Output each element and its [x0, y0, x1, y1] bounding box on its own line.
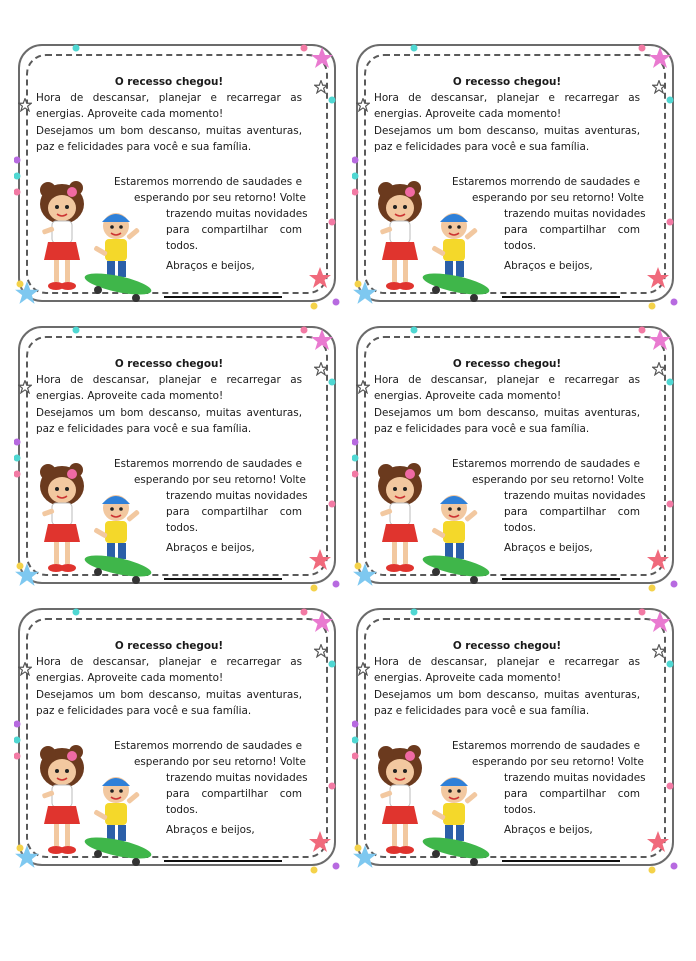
card-right-line: trazendo muitas novidades	[166, 772, 308, 784]
card-title: O recesso chegou!	[114, 640, 224, 652]
card-line: Desejamos um bom descanso, muitas aventuras,	[374, 124, 640, 137]
card-right-line: trazendo muitas novidades	[166, 490, 308, 502]
card-right-line: para compartilhar com	[504, 506, 640, 518]
card-line: Hora de descansar, planejar e recarregar as	[374, 656, 640, 669]
card-right-line: trazendo muitas novidades	[504, 208, 646, 220]
card-right-line: esperando por seu retorno! Volte	[134, 756, 306, 768]
card-right-line: Estaremos morrendo de saudades e	[114, 740, 302, 752]
card-right-line: Estaremos morrendo de saudades e	[452, 740, 640, 752]
card-title: O recesso chegou!	[114, 358, 224, 370]
card-line: Hora de descansar, planejar e recarregar as	[36, 656, 302, 669]
card-line: Hora de descansar, planejar e recarregar as	[374, 374, 640, 387]
card-right-line: esperando por seu retorno! Volte	[134, 474, 306, 486]
card-right-line: esperando por seu retorno! Volte	[472, 756, 644, 768]
card-line: energias. Aproveite cada momento!	[374, 108, 562, 121]
card-right-line: Estaremos morrendo de saudades e	[452, 458, 640, 470]
card-closing: Abraços e beijos,	[504, 260, 593, 272]
card-right-line: para compartilhar com	[166, 224, 302, 236]
card-right-line: esperando por seu retorno! Volte	[472, 192, 644, 204]
card-right-line: esperando por seu retorno! Volte	[472, 474, 644, 486]
card-right-line: para compartilhar com	[504, 788, 640, 800]
card-line: Hora de descansar, planejar e recarregar as	[374, 92, 640, 105]
card-title: O recesso chegou!	[452, 358, 562, 370]
card-right-line: todos.	[166, 240, 199, 252]
decorative-dots	[352, 322, 680, 592]
card-line: paz e felicidades para você e sua família.	[374, 704, 590, 717]
card-right-line: Estaremos morrendo de saudades e	[114, 176, 302, 188]
card-line: Desejamos um bom descanso, muitas aventuras,	[374, 688, 640, 701]
decorative-dots	[352, 40, 680, 310]
card-right-line: todos.	[166, 804, 199, 816]
card-title: O recesso chegou!	[452, 76, 562, 88]
card-line: energias. Aproveite cada momento!	[36, 672, 224, 685]
card-right-line: trazendo muitas novidades	[504, 490, 646, 502]
card-right-line: todos.	[504, 804, 537, 816]
message-card	[352, 604, 680, 874]
decorative-dots	[14, 604, 342, 874]
card-line: energias. Aproveite cada momento!	[374, 672, 562, 685]
card-line: Hora de descansar, planejar e recarregar as	[36, 374, 302, 387]
decorative-dots	[14, 322, 342, 592]
card-line: Desejamos um bom descanso, muitas aventuras,	[374, 406, 640, 419]
card-closing: Abraços e beijos,	[504, 542, 593, 554]
message-card	[14, 322, 342, 592]
card-right-line: todos.	[166, 522, 199, 534]
decorative-dots	[14, 40, 342, 310]
card-line: paz e felicidades para você e sua família.	[374, 140, 590, 153]
card-closing: Abraços e beijos,	[166, 824, 255, 836]
card-closing: Abraços e beijos,	[504, 824, 593, 836]
card-line: energias. Aproveite cada momento!	[36, 390, 224, 403]
message-card	[352, 40, 680, 310]
card-right-line: todos.	[504, 240, 537, 252]
card-right-line: Estaremos morrendo de saudades e	[114, 458, 302, 470]
card-title: O recesso chegou!	[452, 640, 562, 652]
message-card	[14, 604, 342, 874]
card-line: Hora de descansar, planejar e recarregar as	[36, 92, 302, 105]
card-line: paz e felicidades para você e sua família.	[36, 704, 252, 717]
card-line: Desejamos um bom descanso, muitas aventuras,	[36, 124, 302, 137]
card-right-line: para compartilhar com	[504, 224, 640, 236]
decorative-dots	[352, 604, 680, 874]
card-right-line: Estaremos morrendo de saudades e	[452, 176, 640, 188]
card-right-line: para compartilhar com	[166, 788, 302, 800]
message-card	[14, 40, 342, 310]
card-line: energias. Aproveite cada momento!	[374, 390, 562, 403]
card-line: Desejamos um bom descanso, muitas aventuras,	[36, 406, 302, 419]
card-right-line: trazendo muitas novidades	[504, 772, 646, 784]
card-line: paz e felicidades para você e sua família.	[36, 422, 252, 435]
card-right-line: esperando por seu retorno! Volte	[134, 192, 306, 204]
message-card	[352, 322, 680, 592]
card-right-line: para compartilhar com	[166, 506, 302, 518]
card-line: paz e felicidades para você e sua família.	[374, 422, 590, 435]
card-closing: Abraços e beijos,	[166, 260, 255, 272]
card-line: paz e felicidades para você e sua família.	[36, 140, 252, 153]
card-line: energias. Aproveite cada momento!	[36, 108, 224, 121]
card-title: O recesso chegou!	[114, 76, 224, 88]
card-line: Desejamos um bom descanso, muitas aventuras,	[36, 688, 302, 701]
card-right-line: trazendo muitas novidades	[166, 208, 308, 220]
card-closing: Abraços e beijos,	[166, 542, 255, 554]
card-right-line: todos.	[504, 522, 537, 534]
